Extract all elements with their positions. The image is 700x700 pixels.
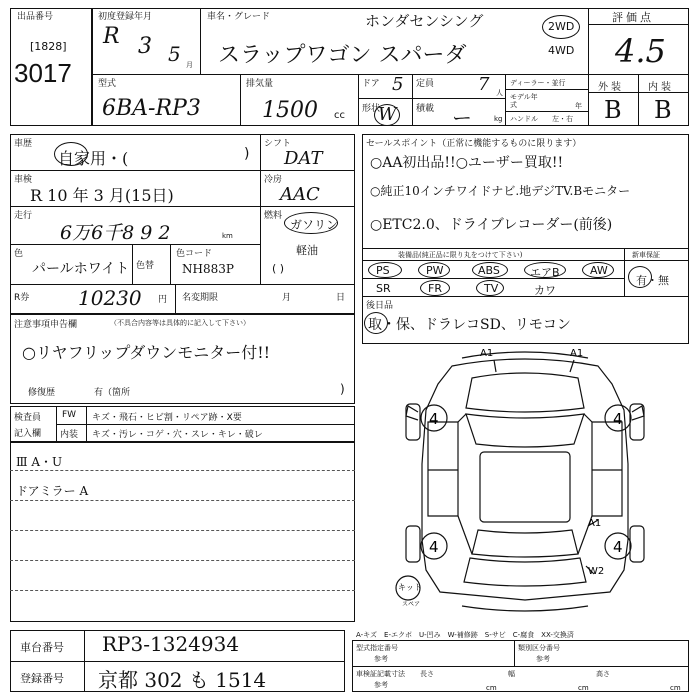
tire-rl: 4	[429, 538, 439, 556]
inspector-label-1: 検査員	[14, 413, 42, 423]
fuel-circle	[284, 212, 338, 234]
history-circle	[54, 142, 88, 166]
equip-fr: FR	[428, 282, 442, 295]
doors-divider	[412, 74, 413, 126]
color-change-label: 色替	[136, 261, 155, 271]
year-divider	[505, 111, 588, 112]
plate-label: 登録番号	[20, 672, 64, 685]
disp-divider	[358, 74, 359, 126]
capacity-label: 定員	[416, 79, 435, 89]
comment-rule-4	[10, 560, 355, 561]
honda-sensing: ホンダセンシング	[365, 12, 484, 30]
shape-divider	[358, 98, 505, 99]
equip-tv: TV	[484, 282, 499, 295]
history-h4	[10, 284, 355, 285]
mileage-value: 6万6千8 9 2	[60, 222, 171, 244]
height-unit: cm	[670, 684, 681, 692]
ac-label: 冷房	[264, 175, 283, 185]
model-year-label: モデル年式	[510, 93, 538, 109]
equip-title: 装備品(純正品に限り丸をつけて下さい)	[398, 251, 523, 259]
shape-label: 形状	[362, 104, 381, 114]
plate-value: 京都 302 も 1514	[98, 668, 267, 692]
recycle-value: 10230	[78, 286, 142, 310]
int-label: 内装	[60, 430, 79, 440]
interior-value: B	[654, 96, 672, 124]
notes-hint: （不具合内容等は具体的に記入して下さい）	[110, 319, 250, 327]
comment-rule-1	[10, 470, 355, 471]
rear-value: 取・保、ドラレコSD、リモコン	[368, 317, 571, 333]
fuel-label: 燃料	[264, 211, 283, 221]
score-label: 評価点	[612, 11, 654, 24]
inspection-label: 車検	[14, 175, 33, 185]
notes-label: 注意事項申告欄	[14, 320, 78, 330]
mark-a1-front-left: A1	[480, 348, 494, 359]
equip-kawa: カワ	[534, 284, 556, 297]
equip-fr-circle	[420, 280, 450, 296]
extint-mid	[638, 74, 639, 126]
dealer-divider	[505, 89, 588, 90]
spare-kit: キット	[398, 583, 422, 592]
displacement-unit: cc	[334, 110, 345, 121]
car-diagram	[362, 344, 689, 622]
color-label: 色	[14, 249, 24, 259]
equip-airbag: エアB	[530, 266, 560, 279]
mileage-label: 走行	[14, 211, 33, 221]
vehicle-size-ref: 参考	[374, 681, 388, 689]
rear-label: 後日品	[366, 301, 394, 311]
equip-pw: PW	[426, 264, 444, 277]
doors-label: ドア	[362, 79, 380, 89]
first-reg-label: 初度登録年月	[98, 12, 153, 22]
repair-label: 修復歴	[28, 388, 56, 398]
type-value: 6BA-RP3	[102, 96, 201, 121]
comment-rule-3	[10, 530, 355, 531]
tire-fr: 4	[613, 410, 623, 428]
vehicle-size-label: 車検証記載寸法	[356, 670, 405, 678]
year-unit: 年	[575, 102, 582, 110]
reg-divider	[200, 8, 201, 74]
model-name: スラップワゴン スパーダ	[218, 43, 467, 68]
handle-options: 左・右	[552, 115, 573, 123]
color-code-divider	[170, 244, 171, 284]
name-change-month: 月	[282, 293, 292, 303]
exterior-value: B	[604, 96, 622, 124]
width-label: 幅	[508, 670, 515, 678]
inspector-hdiv	[56, 424, 355, 425]
type-designation-label: 型式指定番号	[356, 644, 398, 652]
history-h1	[10, 170, 355, 171]
lot-code: [1828]	[30, 40, 67, 53]
chassis-label: 車台番号	[20, 641, 64, 654]
length-label: 長さ	[420, 670, 434, 678]
width-unit: cm	[578, 684, 589, 692]
fuel-diesel: 軽油	[296, 244, 318, 257]
ac-value: AAC	[280, 184, 320, 205]
displacement-value: 1500	[262, 98, 318, 123]
score-divider	[588, 8, 589, 126]
name-change-divider	[175, 284, 176, 314]
doors-value: 5	[392, 74, 404, 95]
color-code-value: NH883P	[182, 262, 234, 276]
capacity-value: 7	[478, 74, 490, 95]
new-car-label: 新車保証	[632, 251, 660, 259]
equip-aw-circle	[582, 262, 614, 278]
history-vdivider	[260, 134, 261, 284]
lot-label: 出品番号	[17, 12, 54, 22]
sales-line-2: ○純正10インチワイドナビ.地デジTV.Bモニター	[370, 184, 631, 198]
height-label: 高さ	[596, 670, 610, 678]
new-car-options: 有・無	[636, 274, 669, 287]
mileage-unit: km	[222, 232, 233, 240]
month-unit: 月	[186, 61, 193, 69]
shift-value: DAT	[284, 148, 323, 169]
color-change-divider	[132, 244, 133, 284]
fuel-gasoline: ガソリン	[290, 218, 339, 232]
capacity-unit: 人	[496, 89, 503, 97]
equip-abs-circle	[472, 262, 508, 278]
notes-value: ○リヤフリップダウンモニター付!!	[22, 343, 271, 362]
equip-ps-circle	[368, 262, 402, 278]
displacement-label: 排気量	[246, 79, 274, 89]
chassis-value: RP3-1324934	[102, 632, 240, 656]
equip-aw: AW	[590, 264, 608, 277]
damage-legend: A-キズ E-エクボ U-凹み W-補修跡 S-サビ C-腐食 XX-交換済	[356, 631, 574, 639]
length-unit: cm	[486, 684, 497, 692]
load-value: ー	[452, 106, 472, 130]
history-close: )	[244, 146, 250, 162]
type-label: 型式	[98, 79, 117, 89]
first-reg-era: R	[103, 24, 120, 49]
mark-a1-front-right: A1	[570, 348, 584, 359]
sales-line-1: ○AA初出品!!○ユーザー買取!!	[370, 155, 564, 171]
drive-2wd: 2WD	[548, 20, 575, 33]
lot-number: 3017	[14, 58, 72, 88]
load-unit: kg	[494, 115, 503, 123]
first-reg-year: 3	[138, 34, 152, 59]
shift-label: シフト	[264, 139, 292, 149]
tire-rr: 4	[613, 538, 623, 556]
chassis-divider	[10, 661, 345, 662]
handle-label: ハンドル	[510, 115, 538, 123]
drive-2wd-circle	[542, 15, 580, 39]
dealer-label: ディーラー・並行	[510, 79, 566, 87]
type-divider	[240, 74, 241, 126]
color-value: パールホワイト	[32, 261, 130, 277]
capacity-divider	[505, 74, 506, 126]
exterior-label: 外装	[598, 82, 624, 93]
comment-line-1: Ⅲ A・U	[16, 455, 63, 469]
mark-w2: W2	[588, 566, 605, 577]
fw-label: FW	[62, 410, 77, 420]
header-divider	[92, 74, 689, 75]
equip-tv-circle	[476, 280, 504, 296]
chassis-label-divider	[84, 630, 85, 692]
equip-row-line	[362, 278, 624, 279]
equip-abs: ABS	[478, 264, 500, 277]
tire-fl: 4	[429, 410, 439, 428]
meta-divider	[352, 666, 689, 667]
repair-value: 有（箇所	[94, 388, 131, 398]
history-value: 自家用・(	[58, 149, 129, 168]
category-number-label: 類別区分番号	[518, 644, 560, 652]
name-change-day: 日	[336, 293, 346, 303]
inspector-label-2: 記入欄	[14, 429, 42, 439]
history-h2	[10, 206, 355, 207]
category-number-ref: 参考	[536, 655, 550, 663]
equip-top	[362, 248, 689, 249]
equip-airbag-circle	[524, 262, 566, 278]
shape-circle	[374, 104, 400, 126]
interior-label: 内装	[648, 82, 674, 93]
comment-rule-5	[10, 590, 355, 591]
yen-unit: 円	[158, 295, 168, 305]
name-change-label: 名変期限	[182, 293, 219, 303]
rear-circle	[364, 312, 388, 334]
equip-bottom	[362, 296, 689, 297]
history-label: 車歴	[14, 139, 33, 149]
sales-line-3: ○ETC2.0、ドライブレコーダー(前後)	[370, 217, 613, 233]
score-value: 4.5	[615, 32, 666, 70]
inspection-value: R 10 年 3 月(15日)	[30, 186, 174, 205]
recycle-label: R券	[14, 293, 30, 303]
spare-kit-sub: スペア	[402, 601, 421, 608]
color-code-label: 色コード	[176, 249, 213, 259]
comment-rule-2	[10, 500, 355, 501]
sales-title: セールスポイント（正常に機能するものに限ります）	[366, 139, 582, 149]
equip-ps: PS	[376, 264, 390, 277]
equip-title-line	[362, 260, 689, 261]
mark-a1-rear-right: A1	[588, 518, 602, 529]
type-designation-ref: 参考	[374, 655, 388, 663]
fuel-paren: ( )	[272, 262, 285, 275]
load-label: 積載	[416, 104, 435, 114]
comment-line-2: ドアミラー A	[16, 484, 89, 498]
repair-close: )	[340, 382, 345, 396]
meta-vdiv	[514, 640, 515, 666]
model-grade-label: 車名・グレード	[207, 12, 271, 22]
score-label-divider	[588, 24, 689, 25]
fw-items: キズ・飛石・ヒビ割・リペア跡・X要	[92, 413, 242, 423]
shape-value: W	[378, 104, 397, 125]
drive-4wd: 4WD	[548, 44, 575, 57]
equip-sr: SR	[376, 282, 391, 295]
int-items: キズ・汚レ・コゲ・穴・スレ・キレ・破レ	[92, 430, 263, 440]
first-reg-month: 5	[168, 42, 181, 66]
equip-pw-circle	[418, 262, 450, 278]
equip-newcar-divider	[624, 248, 625, 296]
new-car-circle	[628, 266, 652, 288]
